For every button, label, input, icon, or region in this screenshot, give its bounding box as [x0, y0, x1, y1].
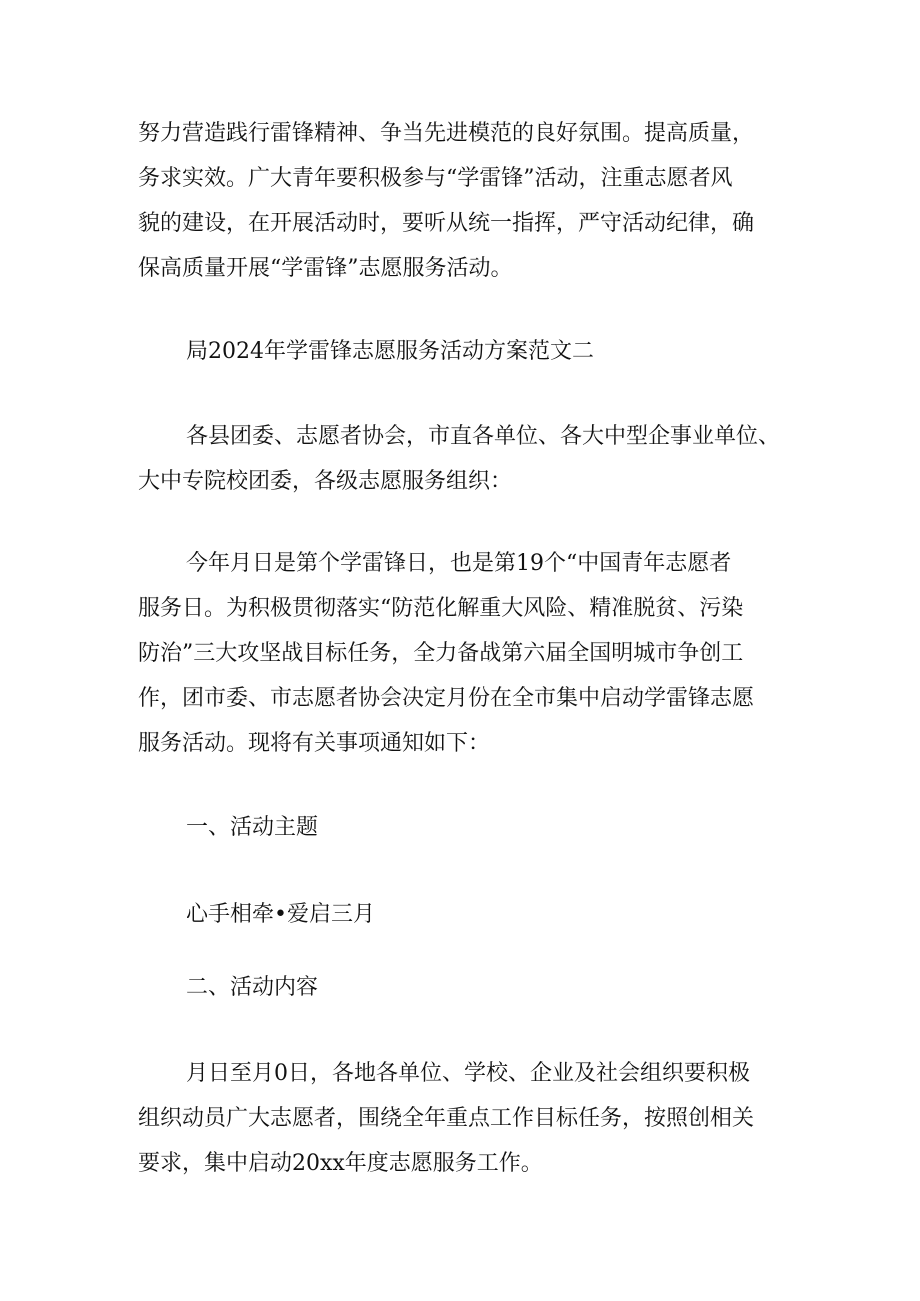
- document-heading: [138, 329, 798, 374]
- section-2-title: [138, 965, 798, 1010]
- paragraph-intro: [138, 541, 798, 766]
- text-line: 努力营造践行雷锋精神、争当先进模范的良好氛围。提高质量，: [138, 121, 755, 146]
- text-line: 务求实效。广大青年要积极参与“学雷锋”活动，注重志愿者风: [138, 166, 733, 191]
- paragraph-continuation: [138, 111, 798, 291]
- paragraph-content: [138, 1051, 798, 1186]
- heading-text: 局2024年学雷锋志愿服务活动方案范文二: [186, 339, 594, 364]
- text-line: 月日至月0日，各地各单位、学校、企业及社会组织要积极: [186, 1061, 750, 1086]
- text-line: 今年月日是第个学雷锋日，也是第19个“中国青年志愿者: [186, 551, 732, 576]
- text-line: 貌的建设，在开展活动时，要听从统一指挥，严守活动纪律，确: [138, 211, 755, 236]
- text-line: 服务活动。现将有关事项通知如下：: [138, 731, 491, 756]
- text-line: 作，团市委、市志愿者协会决定月份在全市集中启动学雷锋志愿: [138, 686, 755, 711]
- section-1-title: [138, 805, 798, 850]
- section-1-body: [138, 892, 798, 937]
- text-line: 组织动员广大志愿者，围绕全年重点工作目标任务，按照创相关: [138, 1106, 755, 1131]
- section-title-text: 一、活动主题: [186, 815, 319, 840]
- section-title-text: 二、活动内容: [186, 975, 319, 1000]
- text-line: 各县团委、志愿者协会，市直各单位、各大中型企事业单位、: [186, 424, 781, 449]
- text-line: 服务日。为积极贯彻落实“防范化解重大风险、精准脱贫、污染: [138, 596, 744, 621]
- text-line: 大中专院校团委，各级志愿服务组织：: [138, 469, 513, 494]
- text-line: 保高质量开展“学雷锋”志愿服务活动。: [138, 256, 513, 281]
- paragraph-addressee: [138, 414, 798, 504]
- text-line: 要求，集中启动20xx年度志愿服务工作。: [138, 1151, 543, 1176]
- section-body-text: 心手相牵•爱启三月: [186, 902, 375, 927]
- text-line: 防治”三大攻坚战目标任务，全力备战第六届全国明城市争创工: [138, 641, 744, 666]
